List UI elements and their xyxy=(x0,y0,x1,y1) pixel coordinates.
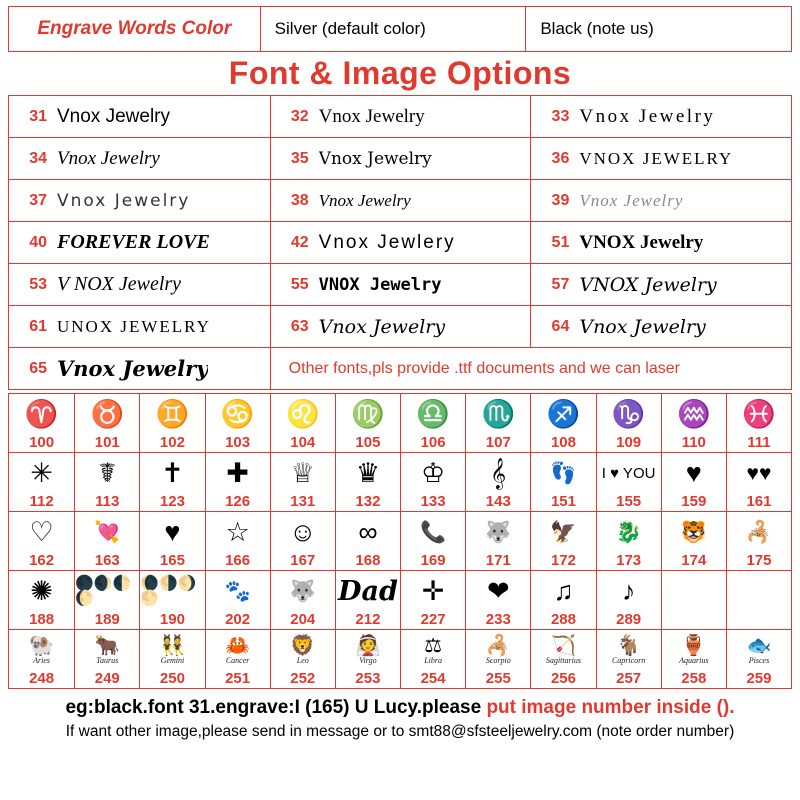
symbol-number: 289 xyxy=(616,611,642,628)
zodiac-name: Aquarius xyxy=(679,655,709,665)
zodiac-name: Gemini xyxy=(160,655,185,665)
font-sample: Vnox Jewelry xyxy=(57,105,170,127)
font-option-61[interactable] xyxy=(9,306,270,347)
heart-filled-icon: ♥ xyxy=(685,457,702,488)
symbol-number: 163 xyxy=(94,552,120,569)
symbol-number: 165 xyxy=(159,552,185,569)
font-option-63[interactable] xyxy=(270,306,531,347)
gemini-illustration-icon: 👯 xyxy=(159,634,185,657)
symbol-cell-257[interactable] xyxy=(596,630,661,688)
symbol-cell-250[interactable] xyxy=(139,630,204,688)
symbol-cell-258[interactable] xyxy=(661,630,726,688)
engrave-color-row xyxy=(8,6,792,52)
baby-footprints-icon: 👣 xyxy=(550,461,577,485)
font-number: 33 xyxy=(551,107,570,125)
symbol-cell-173[interactable] xyxy=(596,512,661,570)
font-option-36[interactable] xyxy=(530,138,791,179)
symbol-cell-111[interactable] xyxy=(726,394,791,452)
custom-font-note-text: Other fonts,pls provide .ttf documents and we can laser xyxy=(288,359,680,377)
symbol-number: 166 xyxy=(225,552,251,569)
paw-prints-icon: 🐾 xyxy=(224,579,251,603)
eagle-icon: 🦅 xyxy=(550,520,577,544)
symbol-number: 159 xyxy=(681,493,707,510)
symbol-number: 172 xyxy=(550,552,576,569)
symbol-cell-109[interactable] xyxy=(596,394,661,452)
moon-phases-small-icon: 🌘🌗🌖🌕 xyxy=(140,575,197,607)
font-sample: Vnox Jewelry xyxy=(57,147,160,169)
symbol-cell-108[interactable] xyxy=(530,394,595,452)
symbol-cell-249[interactable] xyxy=(74,630,139,688)
font-row xyxy=(9,221,791,263)
symbol-cell-227[interactable] xyxy=(400,571,465,629)
symbol-number: 111 xyxy=(747,434,771,451)
symbol-cell-159[interactable] xyxy=(661,453,726,511)
smiley-face-icon: ☺ xyxy=(288,516,317,547)
font-number: 37 xyxy=(29,191,47,209)
symbol-cell-110[interactable] xyxy=(661,394,726,452)
font-option-55[interactable] xyxy=(270,264,531,305)
symbol-cell-105[interactable] xyxy=(335,394,400,452)
symbol-number: 259 xyxy=(746,670,772,687)
font-sample: UNOX JEWELRY xyxy=(57,316,211,336)
symbol-number: 108 xyxy=(550,434,576,451)
symbol-number: 257 xyxy=(616,670,642,687)
symbol-cell-253[interactable] xyxy=(335,630,400,688)
font-sample: Vnox Jewelry xyxy=(579,315,706,338)
font-sample: Vnox Jewelry xyxy=(318,315,446,338)
aquarius-zodiac-icon: ♒ xyxy=(676,398,711,429)
empty-cell-icon xyxy=(662,571,726,628)
font-number: 31 xyxy=(29,107,47,125)
font-sample: Vnox Jewelry xyxy=(57,190,191,211)
font-sample: V NOX Jewelry xyxy=(57,273,182,295)
engrave-color-option-silver: Silver (default color) xyxy=(260,7,526,51)
heart-black-icon: ❤ xyxy=(486,575,510,606)
heart-with-arrow-icon: 💘 xyxy=(94,520,121,544)
latin-cross-icon: ✝ xyxy=(161,457,184,488)
symbol-number: 113 xyxy=(95,493,120,510)
font-number: 57 xyxy=(551,275,570,293)
symbol-cell-100[interactable] xyxy=(9,394,74,452)
symbol-cell-189[interactable] xyxy=(74,571,139,629)
leo-illustration-icon: 🦁 xyxy=(290,634,316,657)
symbol-cell-248[interactable] xyxy=(9,630,74,688)
image-options-table xyxy=(8,393,792,689)
scorpio-zodiac-icon: ♏ xyxy=(481,398,516,429)
symbol-cell-168[interactable] xyxy=(335,512,400,570)
symbol-number: 233 xyxy=(485,611,511,628)
zodiac-name: Capricorn xyxy=(611,655,646,665)
bold-cross-icon: ✚ xyxy=(226,457,249,488)
symbol-cell-204[interactable] xyxy=(270,571,335,629)
symbol-cell-255[interactable] xyxy=(465,630,530,688)
symbol-cell-143[interactable] xyxy=(465,453,530,511)
pisces-zodiac-icon: ♓ xyxy=(742,398,776,429)
footer-instructions xyxy=(8,695,792,743)
symbol-cell-188[interactable] xyxy=(9,571,74,629)
font-sample: VNOX Jewelry xyxy=(579,231,704,253)
font-option-33[interactable] xyxy=(530,96,791,137)
symbol-number: 105 xyxy=(355,434,381,451)
font-number: 32 xyxy=(290,107,309,125)
symbol-number: 248 xyxy=(29,670,55,687)
taurus-zodiac-icon: ♉ xyxy=(90,398,125,429)
engrave-color-title: Engrave Words Color xyxy=(37,18,232,39)
font-number: 38 xyxy=(290,191,309,209)
font-row xyxy=(9,347,791,389)
font-sample: Vnox Jewelry xyxy=(318,190,411,210)
engrave-color-option-black: Black (note us) xyxy=(525,7,791,51)
font-option-51[interactable] xyxy=(530,222,791,263)
moon-phases-icon: 🌑🌒🌓🌔 xyxy=(75,575,132,607)
symbol-number: 112 xyxy=(29,493,54,510)
font-number: 55 xyxy=(290,275,309,293)
symbol-cell-101[interactable] xyxy=(74,394,139,452)
symbol-number: 162 xyxy=(29,552,55,569)
symbol-cell-133[interactable] xyxy=(400,453,465,511)
symbol-cell-256[interactable] xyxy=(530,630,595,688)
symbol-number: 151 xyxy=(550,493,576,510)
virgo-zodiac-icon: ♍ xyxy=(351,398,385,429)
cancer-zodiac-icon: ♋ xyxy=(220,398,255,429)
symbol-number: 107 xyxy=(485,434,511,451)
font-sample: Vnox Jewelry xyxy=(579,105,716,127)
symbol-cell-151[interactable] xyxy=(530,453,595,511)
symbol-number: 255 xyxy=(485,670,511,687)
symbol-number: 109 xyxy=(616,434,642,451)
font-row xyxy=(9,263,791,305)
aries-illustration-icon: 🐏 xyxy=(29,634,55,657)
crown-outline-icon: ♕ xyxy=(290,457,315,488)
symbol-cell-289[interactable] xyxy=(596,571,661,629)
font-option-64[interactable] xyxy=(530,306,791,347)
cancer-illustration-icon: 🦀 xyxy=(225,634,251,657)
symbol-number: 101 xyxy=(94,434,120,451)
symbol-cell-254[interactable] xyxy=(400,630,465,688)
symbol-number: 106 xyxy=(420,434,446,451)
symbol-cell-103[interactable] xyxy=(205,394,270,452)
font-number: 65 xyxy=(29,359,47,377)
symbol-number: 190 xyxy=(159,611,185,628)
font-sample: VNOX JEWELRY xyxy=(579,148,734,168)
font-sample: Vnox Jewlery xyxy=(318,231,456,253)
treble-clef-icon: 𝄞 xyxy=(490,457,507,488)
heart-solid-icon: ♥ xyxy=(164,516,181,547)
symbol-cell-132[interactable] xyxy=(335,453,400,511)
symbol-cell-123[interactable] xyxy=(139,453,204,511)
scorpion-icon: 🦂 xyxy=(745,520,773,544)
font-row xyxy=(9,137,791,179)
font-option-53[interactable] xyxy=(9,264,270,305)
font-option-57[interactable] xyxy=(530,264,791,305)
symbol-cell-106[interactable] xyxy=(400,394,465,452)
double-heart-icon: ♥♥ xyxy=(746,461,772,485)
symbol-number: 173 xyxy=(616,552,642,569)
leo-zodiac-icon: ♌ xyxy=(285,398,320,429)
symbol-cell-107[interactable] xyxy=(465,394,530,452)
font-number: 36 xyxy=(551,149,570,167)
symbol-cell-102[interactable] xyxy=(139,394,204,452)
symbol-number: 155 xyxy=(616,493,642,510)
phone-ringing-icon: 📞 xyxy=(420,520,447,544)
zodiac-name: Taurus xyxy=(96,655,119,665)
wolf-portrait-icon: 🐺 xyxy=(289,579,316,603)
symbol-cell-113[interactable] xyxy=(74,453,139,511)
zodiac-name: Virgo xyxy=(359,655,377,665)
symbol-cell-104[interactable] xyxy=(270,394,335,452)
heart-outline-swirl-icon: ♡ xyxy=(29,516,54,547)
symbol-cell-112[interactable] xyxy=(9,453,74,511)
symbol-cell-202[interactable] xyxy=(205,571,270,629)
zodiac-name: Libra xyxy=(424,655,443,665)
symbol-number: 161 xyxy=(746,493,772,510)
tiara-crown-icon: ♔ xyxy=(421,457,446,488)
footer-contact-line: If want other image,please send in message or to smt88@sfsteeljewelry.com (note order number) xyxy=(65,723,735,740)
font-option-42[interactable] xyxy=(270,222,531,263)
symbol-number: 254 xyxy=(420,670,446,687)
symbol-number: 212 xyxy=(355,611,381,628)
symbol-number: 204 xyxy=(290,611,316,628)
taurus-illustration-icon: 🐂 xyxy=(94,634,120,657)
font-number: 39 xyxy=(551,191,570,209)
symbol-number: 251 xyxy=(225,670,251,687)
font-option-34[interactable] xyxy=(9,138,270,179)
dragon-icon: 🐉 xyxy=(615,520,642,544)
symbol-number: 133 xyxy=(420,493,446,510)
font-option-31[interactable] xyxy=(9,96,270,137)
zodiac-name: Sagittarius xyxy=(545,655,582,665)
symbol-cell-233[interactable] xyxy=(465,571,530,629)
font-number: 34 xyxy=(29,149,47,167)
caduceus-medical-icon: ☤ xyxy=(98,457,117,488)
font-number: 63 xyxy=(290,317,309,335)
scorpio-illustration-icon: 🦂 xyxy=(485,634,511,657)
symbol-cell-empty-2 xyxy=(726,571,791,629)
aquarius-illustration-icon: 🏺 xyxy=(681,634,707,657)
symbol-number: 123 xyxy=(159,493,185,510)
zodiac-name: Cancer xyxy=(225,655,250,665)
font-sample: Vnox Jewelry xyxy=(579,190,684,210)
symbol-number: 167 xyxy=(290,552,316,569)
footer-example-text: eg:black.font 31.engrave:I (165) U Lucy.please xyxy=(65,697,487,718)
font-option-40[interactable] xyxy=(9,222,270,263)
capricorn-zodiac-icon: ♑ xyxy=(611,398,646,429)
zodiac-illustration-row xyxy=(9,629,791,688)
symbol-cell-171[interactable] xyxy=(465,512,530,570)
font-number: 42 xyxy=(290,233,309,251)
symbol-number: 202 xyxy=(225,611,251,628)
symbol-number: 189 xyxy=(94,611,120,628)
symbol-number: 131 xyxy=(290,493,316,510)
symbol-cell-163[interactable] xyxy=(74,512,139,570)
font-number: 53 xyxy=(29,275,47,293)
symbol-number: 258 xyxy=(681,670,707,687)
font-sample: VNOX Jewelry xyxy=(318,274,442,295)
medical-alert-square-icon: ✛ xyxy=(421,575,445,606)
font-row xyxy=(9,305,791,347)
wolf-head-icon: 🐺 xyxy=(485,520,512,544)
i-love-you-text-icon: I ♥ YOU xyxy=(601,464,656,482)
font-option-39[interactable] xyxy=(530,180,791,221)
star-of-life-medical-icon: ✳ xyxy=(30,457,53,488)
dad-script-text-icon: Dad xyxy=(338,575,398,607)
symbol-number: 168 xyxy=(355,552,381,569)
symbol-number: 104 xyxy=(290,434,316,451)
symbol-cell-166[interactable] xyxy=(205,512,270,570)
page-title: Font & Image Options xyxy=(228,55,572,91)
symbol-row xyxy=(9,511,791,570)
empty-cell-icon xyxy=(727,571,791,628)
symbol-cell-172[interactable] xyxy=(530,512,595,570)
font-option-32[interactable] xyxy=(270,96,531,137)
libra-zodiac-icon: ♎ xyxy=(416,398,450,429)
symbol-cell-175[interactable] xyxy=(726,512,791,570)
font-sample: Vnox Jewelry xyxy=(318,148,432,169)
symbol-number: 175 xyxy=(746,552,772,569)
symbol-cell-126[interactable] xyxy=(205,453,270,511)
symbol-cell-288[interactable] xyxy=(530,571,595,629)
symbol-number: 110 xyxy=(681,434,706,451)
font-option-37[interactable] xyxy=(9,180,270,221)
symbol-cell-259[interactable] xyxy=(726,630,791,688)
star-of-life-outline-icon: ✺ xyxy=(30,575,53,606)
font-sample: Vnox Jewelry xyxy=(57,356,209,381)
symbol-number: 174 xyxy=(681,552,707,569)
zodiac-name: Aries xyxy=(33,655,51,665)
footer-example-line xyxy=(8,695,792,721)
symbol-cell-162[interactable] xyxy=(9,512,74,570)
capricorn-illustration-icon: 🐐 xyxy=(616,634,642,657)
font-number: 35 xyxy=(290,149,309,167)
symbol-number: 249 xyxy=(94,670,120,687)
symbol-cell-131[interactable] xyxy=(270,453,335,511)
single-music-note-icon: ♪ xyxy=(621,575,636,606)
font-option-38[interactable] xyxy=(270,180,531,221)
symbol-cell-212[interactable] xyxy=(335,571,400,629)
symbol-number: 132 xyxy=(355,493,381,510)
star-outline-icon: ☆ xyxy=(225,516,250,547)
font-row xyxy=(9,96,791,137)
infinity-symbol-icon: ∞ xyxy=(358,516,378,547)
symbol-row xyxy=(9,394,791,452)
footer-example-emphasis: put image number inside (). xyxy=(486,697,735,718)
font-number: 64 xyxy=(551,317,570,335)
symbol-cell-161[interactable] xyxy=(726,453,791,511)
sagittarius-illustration-icon: 🏹 xyxy=(551,634,576,657)
symbol-number: 100 xyxy=(29,434,55,451)
symbol-cell-169[interactable] xyxy=(400,512,465,570)
symbol-number: 253 xyxy=(355,670,381,687)
font-option-35[interactable] xyxy=(270,138,531,179)
symbol-number: 126 xyxy=(225,493,251,510)
zodiac-name: Scorpio xyxy=(485,655,511,665)
font-sample: FOREVER LOVE xyxy=(57,231,210,253)
symbol-number: 171 xyxy=(485,552,511,569)
symbol-number: 288 xyxy=(550,611,576,628)
libra-illustration-icon: ⚖ xyxy=(424,634,443,657)
gemini-zodiac-icon: ♊ xyxy=(155,398,190,429)
symbol-number: 102 xyxy=(159,434,185,451)
symbol-number: 227 xyxy=(420,611,446,628)
double-music-note-icon: ♫ xyxy=(553,575,574,606)
symbol-cell-empty-1 xyxy=(661,571,726,629)
symbol-number: 143 xyxy=(485,493,511,510)
virgo-illustration-icon: 👰 xyxy=(355,634,381,657)
symbol-row xyxy=(9,570,791,629)
font-options-table xyxy=(8,95,792,390)
symbol-number: 256 xyxy=(550,670,576,687)
symbol-cell-165[interactable] xyxy=(139,512,204,570)
font-option-65[interactable] xyxy=(9,348,270,389)
symbol-number: 188 xyxy=(29,611,55,628)
symbol-cell-252[interactable] xyxy=(270,630,335,688)
custom-font-note xyxy=(270,348,791,389)
symbol-number: 250 xyxy=(159,670,185,687)
symbol-cell-155[interactable] xyxy=(596,453,661,511)
font-number: 40 xyxy=(29,233,47,251)
symbol-cell-190[interactable] xyxy=(139,571,204,629)
font-sample: Vnox Jewelry xyxy=(318,105,425,127)
font-number: 61 xyxy=(29,317,47,335)
zodiac-name: Leo xyxy=(296,655,309,665)
zodiac-name: Pisces xyxy=(748,655,770,665)
crown-filled-icon: ♛ xyxy=(355,457,381,488)
aries-zodiac-icon: ♈ xyxy=(24,398,59,429)
symbol-cell-174[interactable] xyxy=(661,512,726,570)
font-row xyxy=(9,179,791,221)
symbol-cell-167[interactable] xyxy=(270,512,335,570)
symbol-number: 252 xyxy=(290,670,316,687)
tiger-head-icon: 🐯 xyxy=(680,520,707,544)
pisces-illustration-icon: 🐟 xyxy=(746,634,772,657)
symbol-row xyxy=(9,452,791,511)
symbol-number: 169 xyxy=(420,552,446,569)
symbol-number: 103 xyxy=(225,434,251,451)
font-sample: VNOX Jewelry xyxy=(579,273,717,296)
font-number: 51 xyxy=(551,233,570,251)
sagittarius-zodiac-icon: ♐ xyxy=(546,398,581,429)
symbol-cell-251[interactable] xyxy=(205,630,270,688)
